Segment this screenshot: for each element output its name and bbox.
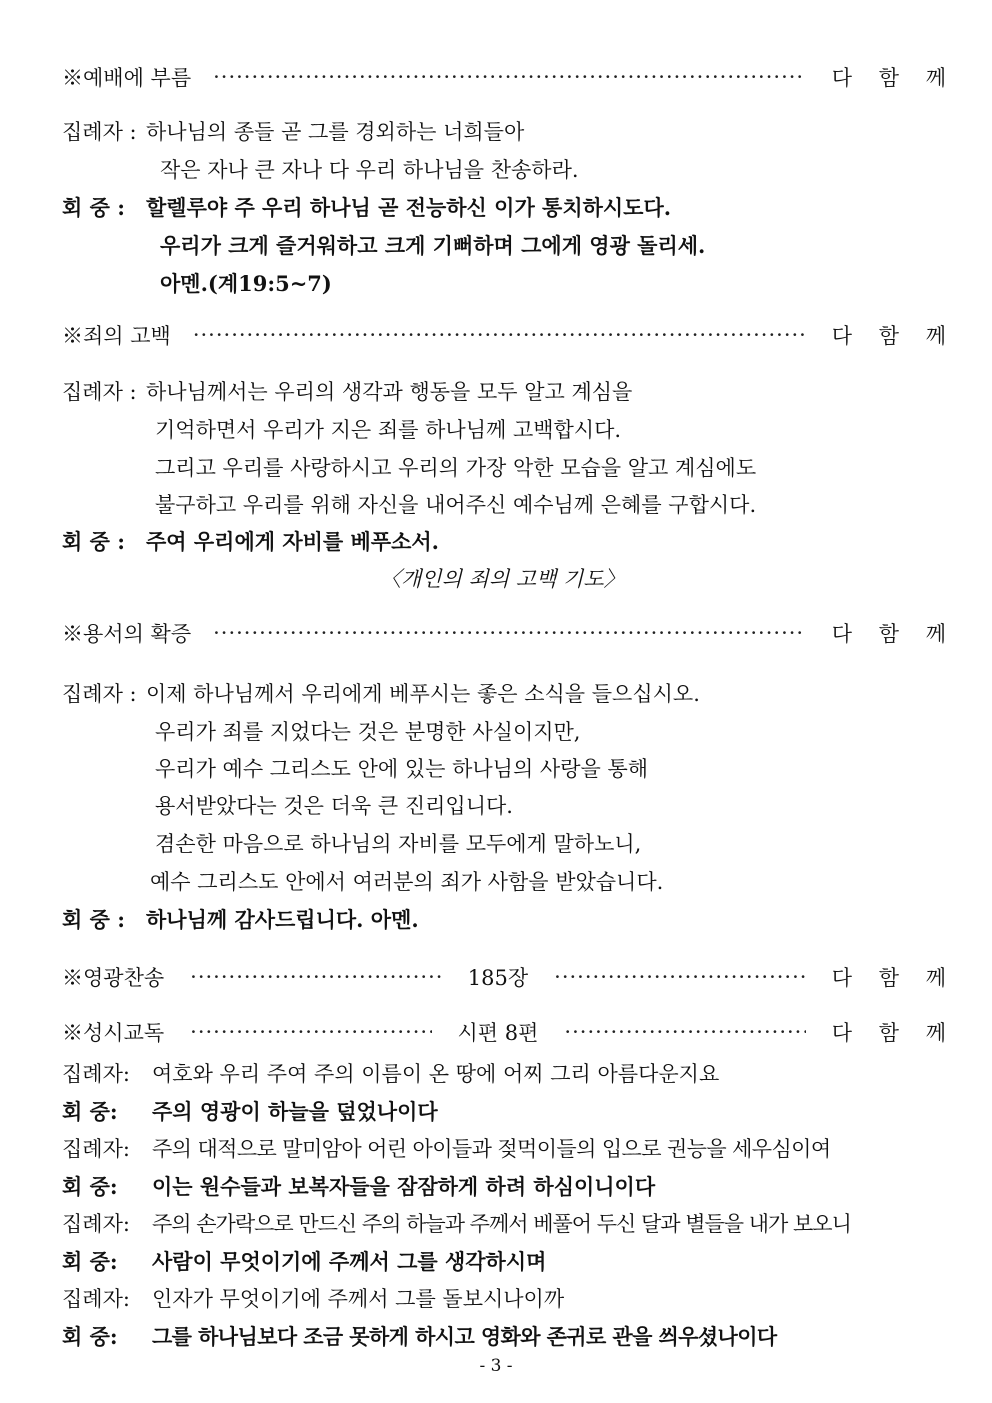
leader-text: 불구하고 우리를 위해 자신을 내어주신 예수님께 은혜를 구합시다.: [155, 493, 757, 517]
dot-leader: [190, 965, 442, 989]
dot-leader: [554, 965, 806, 989]
congregation-label: 회 중 :: [62, 907, 125, 932]
leader-text: 우리가 죄를 지었다는 것은 분명한 사실이지만,: [155, 720, 581, 744]
congregation-label: 회 중 :: [62, 195, 125, 220]
leader-text: 기억하면서 우리가 지은 죄를 하나님께 고백합시다.: [155, 418, 622, 442]
congregation-label: 회 중:: [62, 1099, 118, 1124]
participants-label: 다 함 께: [831, 1021, 956, 1045]
leader-text: 그리고 우리를 사랑하시고 우리의 가장 악한 모습을 알고 계심에도: [155, 456, 757, 480]
section-title: ※죄의 고백: [62, 324, 171, 348]
responsive-text: 사람이 무엇이기에 주께서 그를 생각하시며: [152, 1249, 547, 1274]
leader-text: 이제 하나님께서 우리에게 베푸시는 좋은 소식을 들으십시오.: [146, 682, 700, 706]
dot-leader: [190, 1020, 431, 1044]
leader-text: 예수 그리스도 안에서 여러분의 죄가 사함을 받았습니다.: [150, 870, 664, 894]
leader-line: [62, 376, 632, 408]
responsive-line: [62, 1133, 831, 1165]
congregation-text: 우리가 크게 즐거워하고 크게 기뻐하며 그에게 영광 돌리세.: [160, 233, 706, 258]
congregation-label: 회 중 :: [62, 529, 125, 554]
congregation-text: 주여 우리에게 자비를 베푸소서.: [146, 529, 439, 554]
leader-label: 집례자 :: [62, 682, 137, 706]
congregation-text: 할렐루야 주 우리 하나님 곧 전능하신 이가 통치하시도다.: [146, 195, 672, 220]
psalm-reference: 시편 8편: [457, 1021, 539, 1045]
congregation-text: 하나님께 감사드립니다. 아멘.: [146, 907, 419, 932]
responsive-line: [62, 1321, 777, 1353]
congregation-line: [62, 904, 419, 936]
dot-leader: [213, 65, 804, 89]
leader-text: 하나님의 종들 곧 그를 경외하는 너희들아: [146, 120, 525, 144]
participants-label: 다 함 께: [831, 966, 956, 990]
leader-text: 작은 자나 큰 자나 다 우리 하나님을 찬송하라.: [160, 158, 579, 182]
section-heading-gloria: [62, 962, 956, 992]
responsive-line: [62, 1208, 851, 1240]
leader-label: 집례자 :: [62, 120, 137, 144]
leader-line: [62, 678, 700, 710]
leader-line: [62, 116, 524, 148]
responsive-text: 주의 대적으로 말미암아 어린 아이들과 젖먹이들의 입으로 권능을 세우심이여: [152, 1137, 831, 1161]
section-heading-call: [62, 62, 956, 92]
section-title: ※영광찬송: [62, 966, 165, 990]
page-number: - 3 -: [479, 1356, 513, 1376]
leader-text: 우리가 예수 그리스도 안에 있는 하나님의 사랑을 통해: [155, 757, 649, 781]
responsive-text: 여호와 우리 주여 주의 이름이 온 땅에 어찌 그리 아름다운지요: [152, 1062, 720, 1086]
responsive-line: [62, 1246, 546, 1278]
section-heading-psalter: [62, 1017, 956, 1047]
prayer-note: 〈개인의 죄의 고백 기도〉: [380, 567, 625, 591]
responsive-line: [62, 1096, 438, 1128]
responsive-line: [62, 1283, 564, 1315]
leader-text: 겸손한 마음으로 하나님의 자비를 모두에게 말하노니,: [155, 832, 642, 856]
section-title: ※용서의 확증: [62, 622, 192, 646]
leader-label: 집례자:: [62, 1287, 130, 1311]
responsive-line: [62, 1171, 655, 1203]
participants-label: 다 함 께: [831, 622, 956, 646]
leader-label: 집례자:: [62, 1062, 130, 1086]
responsive-text: 이는 원수들과 보복자들을 잠잠하게 하려 하심이니이다: [152, 1174, 656, 1199]
congregation-text: 아멘.(계19:5~7): [160, 271, 332, 296]
hymn-number: 185장: [467, 966, 529, 990]
leader-label: 집례자 :: [62, 380, 137, 404]
responsive-text: 그를 하나님보다 조금 못하게 하시고 영화와 존귀로 관을 씌우셨나이다: [152, 1324, 777, 1349]
section-title: ※예배에 부름: [62, 66, 192, 90]
participants-label: 다 함 께: [831, 324, 956, 348]
section-heading-assurance: [62, 618, 956, 648]
congregation-line: [62, 526, 439, 558]
dot-leader: [213, 621, 804, 645]
responsive-text: 인자가 무엇이기에 주께서 그를 돌보시나이까: [152, 1287, 565, 1311]
congregation-label: 회 중:: [62, 1249, 118, 1274]
leader-text: 하나님께서는 우리의 생각과 행동을 모두 알고 계심을: [146, 380, 633, 404]
dot-leader: [193, 323, 804, 347]
responsive-text: 주의 손가락으로 만드신 주의 하늘과 주께서 베풀어 두신 달과 별들을 내가 보오니: [152, 1212, 851, 1236]
responsive-line: [62, 1058, 719, 1090]
congregation-label: 회 중:: [62, 1174, 118, 1199]
participants-label: 다 함 께: [831, 66, 956, 90]
leader-label: 집례자:: [62, 1212, 130, 1236]
leader-text: 용서받았다는 것은 더욱 큰 진리입니다.: [155, 794, 513, 818]
congregation-label: 회 중:: [62, 1324, 118, 1349]
dot-leader: [564, 1020, 805, 1044]
section-heading-confession: [62, 320, 956, 350]
congregation-line: [62, 192, 671, 224]
leader-label: 집례자:: [62, 1137, 130, 1161]
section-title: ※성시교독: [62, 1021, 165, 1045]
responsive-text: 주의 영광이 하늘을 덮었나이다: [152, 1099, 438, 1124]
